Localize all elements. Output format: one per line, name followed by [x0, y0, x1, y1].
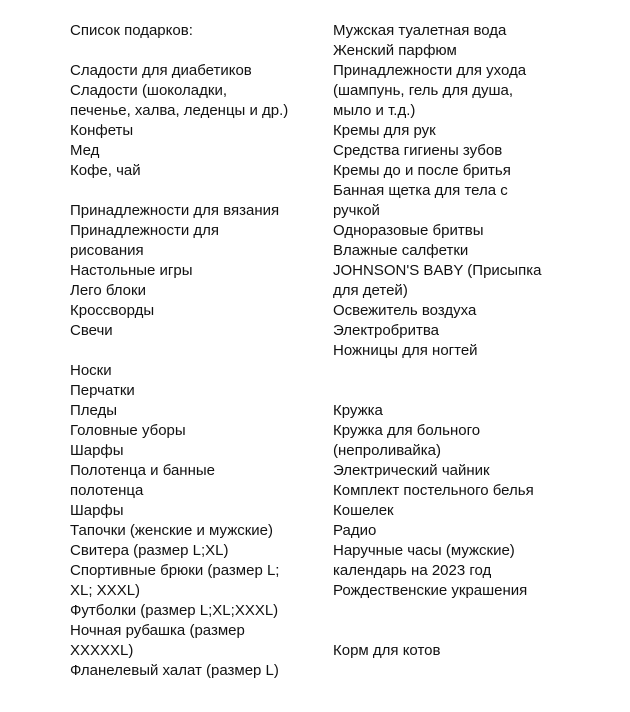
gift-list-left-lines	[70, 41, 288, 681]
text-line: Банная щетка для тела с	[333, 182, 508, 199]
text-line: Женский парфюм	[333, 42, 457, 59]
text-line: Спортивные брюки (размер L;	[70, 562, 280, 579]
text-line: для детей)	[333, 282, 408, 299]
text-line: Электробритва	[333, 322, 439, 339]
text-line	[333, 621, 541, 641]
text-line: Кроссворды	[70, 302, 155, 319]
text-line	[70, 181, 288, 201]
text-line: Тапочки (женские и мужские)	[70, 522, 274, 539]
text-line	[70, 41, 288, 61]
text-line: рисования	[70, 242, 144, 259]
text-line: Фланелевый халат (размер L)	[70, 662, 279, 679]
text-line: Одноразовые бритвы	[333, 222, 484, 239]
text-line: Принадлежности для	[70, 222, 220, 239]
text-line: Ножницы для ногтей	[333, 342, 478, 359]
text-line: Средства гигиены зубов	[333, 142, 503, 159]
text-line: Сладости для диабетиков	[70, 62, 252, 79]
text-line: Электрический чайник	[333, 462, 490, 479]
text-line: Кремы для рук	[333, 122, 436, 139]
text-line: Пледы	[70, 402, 118, 419]
text-line: Влажные салфетки	[333, 242, 469, 259]
text-line: Настольные игры	[70, 262, 193, 279]
text-line: Шарфы	[70, 442, 124, 459]
text-line: Радио	[333, 522, 377, 539]
text-line: полотенца	[70, 482, 144, 499]
text-line: Конфеты	[70, 122, 134, 139]
text-line: Полотенца и банные	[70, 462, 215, 479]
text-line: JOHNSON'S BABY (Присыпка	[333, 262, 542, 279]
text-line	[333, 381, 541, 401]
text-line: Головные уборы	[70, 422, 186, 439]
text-line: Наручные часы (мужские)	[333, 542, 515, 559]
gift-list-right-column	[333, 21, 541, 661]
text-line: Комплект постельного белья	[333, 482, 534, 499]
text-line: Сладости (шоколадки,	[70, 82, 228, 99]
text-line: Кремы до и после бритья	[333, 162, 511, 179]
text-line	[70, 341, 288, 361]
text-line	[333, 361, 541, 381]
text-line: Кружка	[333, 402, 383, 419]
text-line: Шарфы	[70, 502, 124, 519]
gift-list-right-lines	[333, 21, 541, 661]
text-line	[333, 601, 541, 621]
text-line: Мужская туалетная вода	[333, 22, 507, 39]
text-line: Кофе, чай	[70, 162, 141, 179]
text-line: Рождественские украшения	[333, 582, 528, 599]
text-line: Футболки (размер L;XL;XXXL)	[70, 602, 279, 619]
text-line: Перчатки	[70, 382, 135, 399]
text-line: печенье, халва, леденцы и др.)	[70, 102, 289, 119]
text-line: XXXXXL)	[70, 642, 134, 659]
page-title: Список подарков:	[70, 22, 193, 39]
text-line: ручкой	[333, 202, 380, 219]
text-line: Свитера (размер L;XL)	[70, 542, 229, 559]
text-line: (шампунь, гель для душа,	[333, 82, 514, 99]
gift-list-left-column	[70, 21, 288, 681]
text-line: Корм для котов	[333, 642, 441, 659]
text-line: Принадлежности для ухода	[333, 62, 527, 79]
text-line: Кошелек	[333, 502, 394, 519]
text-line: Ночная рубашка (размер	[70, 622, 245, 639]
text-line: (непроливайка)	[333, 442, 441, 459]
text-line: календарь на 2023 год	[333, 562, 492, 579]
text-line: Лего блоки	[70, 282, 146, 299]
text-line: Носки	[70, 362, 112, 379]
text-line: Мед	[70, 142, 100, 159]
text-line: Освежитель воздуха	[333, 302, 477, 319]
text-line: Свечи	[70, 322, 113, 339]
text-line: Принадлежности для вязания	[70, 202, 280, 219]
text-line: Кружка для больного	[333, 422, 481, 439]
text-line: XL; XXXL)	[70, 582, 141, 599]
text-line: мыло и т.д.)	[333, 102, 416, 119]
